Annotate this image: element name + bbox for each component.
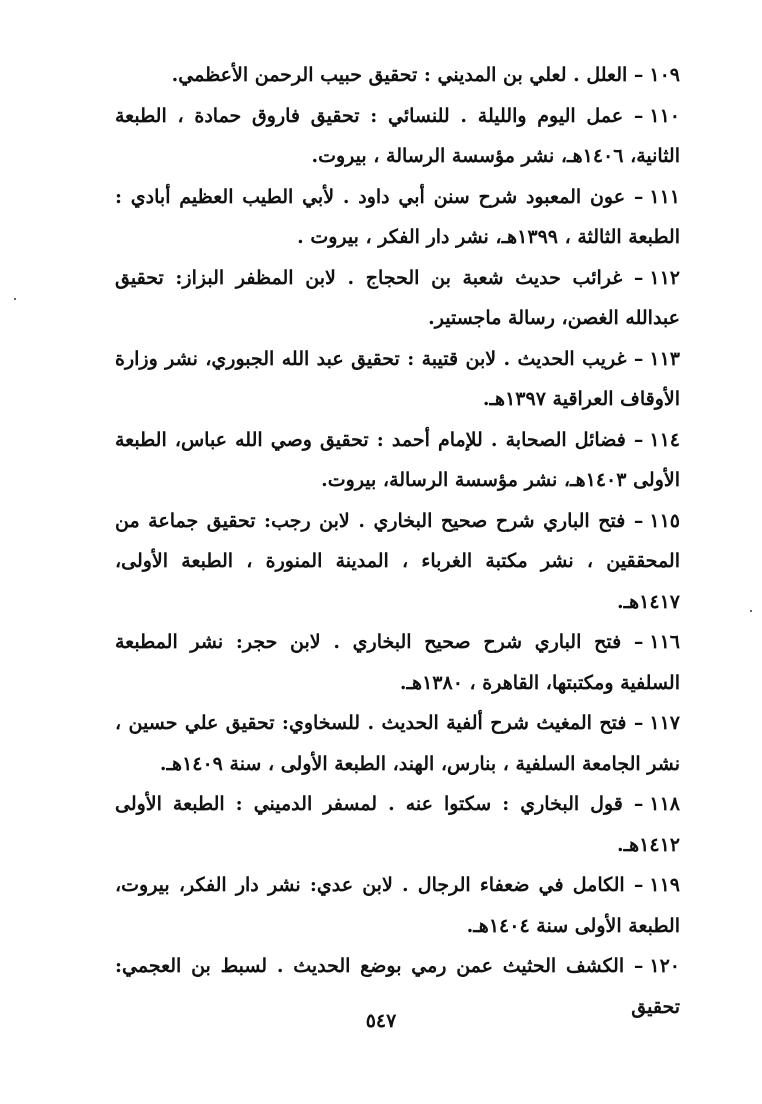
bibliography-list [115,55,680,1027]
bibliography-entry-112 [115,258,680,339]
entry-text: – العلل . لعلي بن المديني : تحقيق حبيب الرحمن الأعظمي. [171,64,644,86]
entry-text: – الكشف الحثيث عمن رمي بوضع الحديث . لسبط بن العجمي: تحقيق [115,955,680,1018]
bibliography-entry-115 [115,501,680,623]
entry-text: – عون المعبود شرح سنن أبي داود . لأبي الطيب العظيم أبادي : الطبعة الثالثة ، ١٣٩٩هـ، نشر دار الفكر ، بيروت . [115,185,680,248]
bibliography-entry-111 [115,177,680,258]
entry-number: ١١٢ [649,266,680,289]
bibliography-entry-116 [115,622,680,703]
entry-text: – عمل اليوم والليلة . للنسائي : تحقيق فاروق حمادة ، الطبعة الثانية، ١٤٠٦هـ، نشر مؤسسة الرسالة ، بيروت. [115,104,680,167]
entry-number: ١١٧ [649,712,680,734]
bibliography-entry-117 [115,703,680,784]
entry-text: – فضائل الصحابة . للإمام أحمد : تحقيق وصي الله عباس، الطبعة الأولى ١٤٠٣هـ، نشر مؤسسة الرسالة، بيروت. [115,428,680,491]
bibliography-entry-110 [115,96,680,177]
entry-number: ١٠٩ [649,64,680,86]
entry-number: ١١١ [649,185,680,208]
entry-number: ١١٠ [649,104,680,127]
entry-text: – فتح الباري شرح صحيح البخاري . لابن حجر: نشر المطبعة السلفية ومكتبتها، القاهرة ، ١٣٨٠هـ. [115,631,680,694]
entry-text: – غرائب حديث شعبة بن الحجاج . لابن المظفر البزاز: تحقيق عبدالله الغصن، رسالة ماجستير. [115,266,680,329]
bibliography-entry-109 [115,55,680,96]
scan-speck [14,298,16,300]
bibliography-entry-114 [115,420,680,501]
scan-speck [750,610,752,612]
entry-number: ١١٤ [649,428,680,451]
entry-number: ١١٣ [649,347,680,370]
entry-number: ١١٨ [649,793,680,815]
bibliography-entry-113 [115,339,680,420]
entry-text: – قول البخاري : سكتوا عنه . لمسفر الدميني : الطبعة الأولى ١٤١٢هـ. [115,793,680,856]
bibliography-entry-119 [115,865,680,946]
entry-number: ١٢٠ [649,955,680,977]
entry-text: – فتح الباري شرح صحيح البخاري . لابن رجب: تحقيق جماعة من المحققين ، نشر مكتبة الغرباء ، المدينة المنورة ، الطبعة الأولى، ١٤١٧هـ. [115,509,680,613]
entry-text: – الكامل في ضعفاء الرجال . لابن عدي: نشر دار الفكر، بيروت، الطبعة الأولى سنة ١٤٠٤هـ. [115,874,680,937]
entry-number: ١١٦ [649,631,680,653]
page-number: ٥٤٧ [365,1010,397,1032]
entry-text: – فتح المغيث شرح ألفية الحديث . للسخاوي: تحقيق علي حسين ، نشر الجامعة السلفية ، بنارس، الهند، الطبعة الأولى ، سنة ١٤٠٩هـ. [115,712,680,775]
entry-number: ١١٥ [649,509,680,532]
bibliography-entry-118 [115,784,680,865]
entry-number: ١١٩ [649,874,680,896]
entry-text: – غريب الحديث . لابن قتيبة : تحقيق عبد الله الجبوري، نشر وزارة الأوقاف العراقية ١٣٩٧هـ. [115,347,680,410]
